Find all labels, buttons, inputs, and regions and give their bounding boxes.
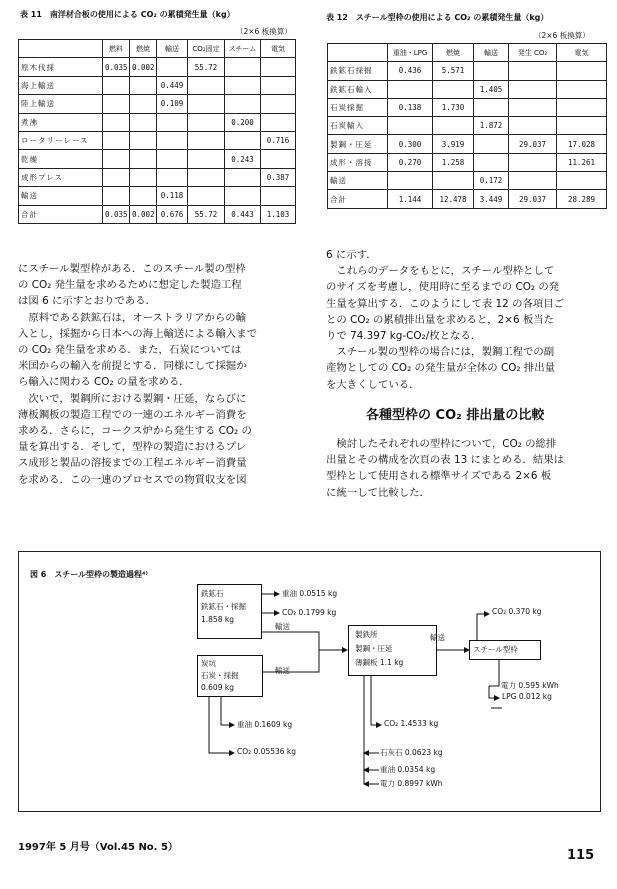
table-cell bbox=[157, 168, 188, 186]
label-mill-power: 電力 0.8997 kWh bbox=[380, 779, 443, 788]
table-cell: 1.405 bbox=[474, 80, 509, 98]
table-row bbox=[19, 168, 296, 186]
table-row bbox=[19, 205, 296, 223]
table-cell bbox=[388, 80, 433, 98]
label-iron-transport: 輸送 bbox=[275, 622, 290, 631]
table-row bbox=[19, 58, 296, 76]
box-iron-ore bbox=[197, 584, 262, 639]
table-cell bbox=[130, 168, 157, 186]
table-cell bbox=[509, 153, 557, 171]
table-cell bbox=[433, 117, 474, 135]
table-cell bbox=[225, 95, 261, 113]
row-label: ロータリーレース bbox=[19, 131, 103, 149]
table-cell bbox=[103, 150, 130, 168]
table-cell bbox=[433, 80, 474, 98]
text-line: 生量を算出する．このようにして表 12 の各項目ご bbox=[326, 297, 565, 310]
header-cell bbox=[19, 40, 103, 58]
text-line: ス成形と製品の溶接までの工程エネルギー消費量 bbox=[18, 457, 247, 470]
label-iron-oil: 重油 0.0515 kg bbox=[282, 589, 338, 598]
row-label: 石炭輸入 bbox=[328, 117, 388, 135]
table11 bbox=[18, 39, 296, 224]
right-column-text-2 bbox=[326, 436, 564, 501]
table-cell: 0.270 bbox=[388, 153, 433, 171]
table-cell bbox=[188, 168, 225, 186]
row-label: 煮沸 bbox=[19, 113, 103, 131]
table-cell bbox=[103, 113, 130, 131]
table-cell: 0.002 bbox=[130, 205, 157, 223]
box-iron-line1: 鉄鉱石 bbox=[201, 589, 224, 598]
table-cell: 55.72 bbox=[188, 58, 225, 76]
box-steel-mill bbox=[348, 625, 437, 676]
text-line: 薄板鋼板の製造工程での一連のエネルギー消費を bbox=[18, 408, 247, 421]
section-title: 各種型枠の CO₂ 排出量の比較 bbox=[366, 408, 545, 423]
label-mill-limestone: 石灰石 0.0623 kg bbox=[380, 748, 443, 757]
table-cell bbox=[509, 80, 557, 98]
table-cell: 0.676 bbox=[157, 205, 188, 223]
table-cell: 0.449 bbox=[157, 76, 188, 94]
table-cell bbox=[103, 168, 130, 186]
table-cell: 0.118 bbox=[157, 187, 188, 205]
table-cell: 0.200 bbox=[225, 113, 261, 131]
page-number: 115 bbox=[567, 848, 595, 863]
table-cell bbox=[261, 113, 296, 131]
header-cell: 輸送 bbox=[157, 40, 188, 58]
text-line: りで 74.397 kg-CO₂/枚となる． bbox=[326, 330, 482, 343]
table-cell bbox=[103, 131, 130, 149]
text-line: に統一して比較した． bbox=[326, 486, 430, 499]
box-mill-line2: 製鋼・圧延 bbox=[355, 644, 393, 653]
label-iron-co2: CO₂ 0.1799 kg bbox=[282, 608, 337, 617]
row-label: 石炭採掘 bbox=[328, 98, 388, 116]
header-cell: 輸送 bbox=[474, 44, 509, 62]
figure-6 bbox=[18, 551, 601, 812]
table-row bbox=[328, 172, 607, 190]
table-cell bbox=[225, 131, 261, 149]
table11-unit: （2×6 板換算） bbox=[236, 27, 292, 36]
text-line: 出量とその構成を次頁の表 13 にまとめる．結果は bbox=[326, 454, 565, 467]
box-coal-line2: 石炭・採掘 bbox=[201, 671, 239, 680]
table-cell bbox=[130, 113, 157, 131]
table-cell bbox=[474, 62, 509, 80]
left-column-text bbox=[18, 261, 257, 488]
box-iron-line2: 鉄鉱石・採掘 bbox=[201, 602, 246, 611]
table-cell: 29.037 bbox=[509, 190, 557, 208]
table-cell bbox=[557, 117, 607, 135]
table-cell bbox=[130, 187, 157, 205]
table-cell bbox=[557, 172, 607, 190]
label-mill-co2: CO₂ 1.4533 kg bbox=[384, 719, 439, 728]
text-line: 産物としての CO₂ の発生量が全体の CO₂ 排出量 bbox=[326, 362, 556, 375]
table-cell bbox=[261, 76, 296, 94]
header-cell: 電気 bbox=[261, 40, 296, 58]
text-line: 米国からの輸入を前提とする．同様にして採掘か bbox=[18, 360, 247, 373]
table-row bbox=[328, 62, 607, 80]
table-cell bbox=[474, 153, 509, 171]
table-cell bbox=[557, 62, 607, 80]
table-cell bbox=[509, 62, 557, 80]
label-mill-transport: 輸送 bbox=[430, 633, 445, 642]
header-cell: 発生 CO₂ bbox=[509, 44, 557, 62]
text-line: 6 に示す． bbox=[326, 249, 377, 261]
box-steel-form: スチール型枠 bbox=[469, 640, 541, 660]
text-line: スチール製の型枠の場合には，製鋼工程での副 bbox=[326, 346, 555, 359]
text-line: のサイズを考慮し，使用時に至るまでの CO₂ の発 bbox=[326, 281, 560, 294]
table-cell: 29.037 bbox=[509, 135, 557, 153]
table-header-row bbox=[328, 44, 607, 62]
table-cell bbox=[188, 150, 225, 168]
table-cell bbox=[261, 58, 296, 76]
table-cell bbox=[130, 131, 157, 149]
header-cell: 燃料 bbox=[103, 40, 130, 58]
table-cell bbox=[103, 95, 130, 113]
text-line: 検討したそれぞれの型枠について，CO₂ の総排 bbox=[326, 438, 557, 450]
table-cell: 1.730 bbox=[433, 98, 474, 116]
header-cell: 燃焼 bbox=[433, 44, 474, 62]
text-line: の CO₂ 発生量を求める．また，石炭については bbox=[18, 344, 242, 357]
text-line: ら輸入に関わる CO₂ の量を求める． bbox=[18, 376, 190, 389]
table-cell bbox=[225, 187, 261, 205]
table-cell bbox=[130, 95, 157, 113]
table-row bbox=[328, 135, 607, 153]
header-cell: 電気 bbox=[557, 44, 607, 62]
table-cell bbox=[509, 117, 557, 135]
table-cell bbox=[188, 187, 225, 205]
table-cell bbox=[103, 76, 130, 94]
header-cell: 燃焼 bbox=[130, 40, 157, 58]
label-coal-transport: 輸送 bbox=[275, 666, 290, 675]
table-cell bbox=[157, 58, 188, 76]
table-cell bbox=[103, 187, 130, 205]
header-cell bbox=[328, 44, 388, 62]
label-mill-oil: 重油 0.0354 kg bbox=[380, 765, 436, 774]
table-cell bbox=[261, 95, 296, 113]
text-line: 原料である鉄鉱石は，オーストラリアからの輸 bbox=[18, 311, 247, 324]
row-label: 陸上輸送 bbox=[19, 95, 103, 113]
table-cell bbox=[261, 150, 296, 168]
table-row bbox=[328, 153, 607, 171]
table-cell bbox=[157, 150, 188, 168]
table-cell bbox=[261, 187, 296, 205]
label-coal-oil: 重油 0.1609 kg bbox=[237, 720, 293, 729]
table-cell: 1.258 bbox=[433, 153, 474, 171]
table-cell bbox=[225, 58, 261, 76]
table-cell: 0.138 bbox=[388, 98, 433, 116]
text-line: これらのデータをもとに，スチール型枠として bbox=[326, 265, 555, 278]
table-cell: 3.919 bbox=[433, 135, 474, 153]
table-cell: 0.443 bbox=[225, 205, 261, 223]
label-product-lpg: LPG 0.012 kg bbox=[502, 692, 552, 701]
table-cell bbox=[157, 113, 188, 131]
right-column-text bbox=[326, 247, 564, 393]
row-label: 製鋼・圧延 bbox=[328, 135, 388, 153]
box-iron-line3: 1.858 kg bbox=[201, 615, 234, 624]
row-label: 原木伐採 bbox=[19, 58, 103, 76]
table-row bbox=[328, 98, 607, 116]
table-cell: 0.035 bbox=[103, 205, 130, 223]
table-cell: 0.716 bbox=[261, 131, 296, 149]
table-row bbox=[19, 150, 296, 168]
table-cell bbox=[509, 172, 557, 190]
table-row bbox=[328, 190, 607, 208]
table-cell: 17.028 bbox=[557, 135, 607, 153]
table-cell: 0.002 bbox=[130, 58, 157, 76]
text-line: との CO₂ の累積排出量を求めると，2×6 板当た bbox=[326, 313, 555, 326]
table-cell: 0.243 bbox=[225, 150, 261, 168]
table-row bbox=[328, 117, 607, 135]
table12 bbox=[327, 43, 607, 209]
table-row bbox=[328, 80, 607, 98]
table-cell bbox=[433, 172, 474, 190]
table-cell: 1.872 bbox=[474, 117, 509, 135]
table-cell bbox=[188, 113, 225, 131]
text-line: を大きくしている． bbox=[326, 378, 420, 391]
table-cell: 0.387 bbox=[261, 168, 296, 186]
header-cell: スチーム bbox=[225, 40, 261, 58]
table-cell: 0.035 bbox=[103, 58, 130, 76]
table11-caption: 表 11 南洋材合板の使用による CO₂ の累積発生量（kg） bbox=[20, 10, 235, 19]
table-row bbox=[19, 76, 296, 94]
table12-unit: （2×6 板換算） bbox=[534, 31, 590, 40]
label-product-co2: CO₂ 0.370 kg bbox=[492, 607, 542, 616]
row-label: 乾燥 bbox=[19, 150, 103, 168]
table-cell: 28.289 bbox=[557, 190, 607, 208]
figure-caption: 図 6 スチール型枠の製造過程⁴⁾ bbox=[30, 570, 148, 579]
table-row bbox=[19, 131, 296, 149]
text-line: にスチール製型枠がある．このスチール製の型枠 bbox=[18, 263, 246, 275]
text-line: は図 6 に示すとおりである． bbox=[18, 295, 156, 308]
footer-issue: 1997年 5 月号（Vol.45 No. 5） bbox=[18, 842, 178, 853]
table-cell bbox=[509, 98, 557, 116]
table-cell bbox=[188, 131, 225, 149]
row-label: 輸送 bbox=[328, 172, 388, 190]
table-cell: 1.144 bbox=[388, 190, 433, 208]
box-coal bbox=[197, 655, 263, 697]
table-row bbox=[19, 95, 296, 113]
table-cell: 0.300 bbox=[388, 135, 433, 153]
table-row bbox=[19, 187, 296, 205]
text-line: 次いで，製鋼所における製鋼・圧延，ならびに bbox=[18, 392, 247, 405]
text-line: 求める．さらに，コークス炉から発生する CO₂ の bbox=[18, 425, 252, 438]
table-cell bbox=[388, 172, 433, 190]
table-cell bbox=[130, 76, 157, 94]
table-cell: 0.109 bbox=[157, 95, 188, 113]
box-mill-line3: 薄鋼板 1.1 kg bbox=[355, 658, 404, 667]
text-line: を求める．この一連のプロセスでの物質収支を図 bbox=[18, 473, 247, 486]
row-label: 鉄鉱石採掘 bbox=[328, 62, 388, 80]
label-coal-co2: CO₂ 0.05536 kg bbox=[237, 747, 297, 756]
row-label: 成形・溶接 bbox=[328, 153, 388, 171]
row-label: 成形プレス bbox=[19, 168, 103, 186]
row-label: 合計 bbox=[19, 205, 103, 223]
header-cell: 重油・LPG bbox=[388, 44, 433, 62]
row-label: 合計 bbox=[328, 190, 388, 208]
table-cell bbox=[474, 98, 509, 116]
box-coal-line3: 0.609 kg bbox=[201, 683, 234, 692]
text-line: 型枠として使用される標準サイズである 2×6 板 bbox=[326, 470, 552, 483]
text-line: 量を算出する．そして，型枠の製造におけるプレ bbox=[18, 441, 246, 454]
table-cell bbox=[557, 80, 607, 98]
text-line: の CO₂ 発生量を求めるために想定した製造工程 bbox=[18, 279, 242, 292]
header-cell: CO₂固定 bbox=[188, 40, 225, 58]
table-cell: 12.478 bbox=[433, 190, 474, 208]
label-product-power: 電力 0.595 kWh bbox=[501, 681, 559, 690]
box-coal-line1: 炭坑 bbox=[201, 659, 216, 668]
row-label: 輸送 bbox=[19, 187, 103, 205]
box-mill-line1: 製鉄所 bbox=[355, 630, 378, 639]
table-cell: 1.103 bbox=[261, 205, 296, 223]
table-cell: 55.72 bbox=[188, 205, 225, 223]
table-cell bbox=[130, 150, 157, 168]
table-cell bbox=[157, 131, 188, 149]
table-cell: 3.449 bbox=[474, 190, 509, 208]
text-line: 入とし，採掘から日本への海上輸送による輸入まで bbox=[18, 327, 257, 340]
table-cell bbox=[225, 168, 261, 186]
table-cell bbox=[225, 76, 261, 94]
table-row bbox=[19, 113, 296, 131]
table-cell bbox=[388, 117, 433, 135]
table-cell bbox=[474, 135, 509, 153]
table-cell bbox=[557, 98, 607, 116]
table-cell: 5.571 bbox=[433, 62, 474, 80]
table12-caption: 表 12 スチール型枠の使用による CO₂ の累積発生量（kg） bbox=[326, 13, 549, 22]
row-label: 鉄鉱石輸入 bbox=[328, 80, 388, 98]
table-cell bbox=[188, 76, 225, 94]
table-cell bbox=[188, 95, 225, 113]
table-header-row bbox=[19, 40, 296, 58]
table-cell: 0.172 bbox=[474, 172, 509, 190]
table-cell: 0.436 bbox=[388, 62, 433, 80]
table-cell: 11.261 bbox=[557, 153, 607, 171]
row-label: 海上輸送 bbox=[19, 76, 103, 94]
